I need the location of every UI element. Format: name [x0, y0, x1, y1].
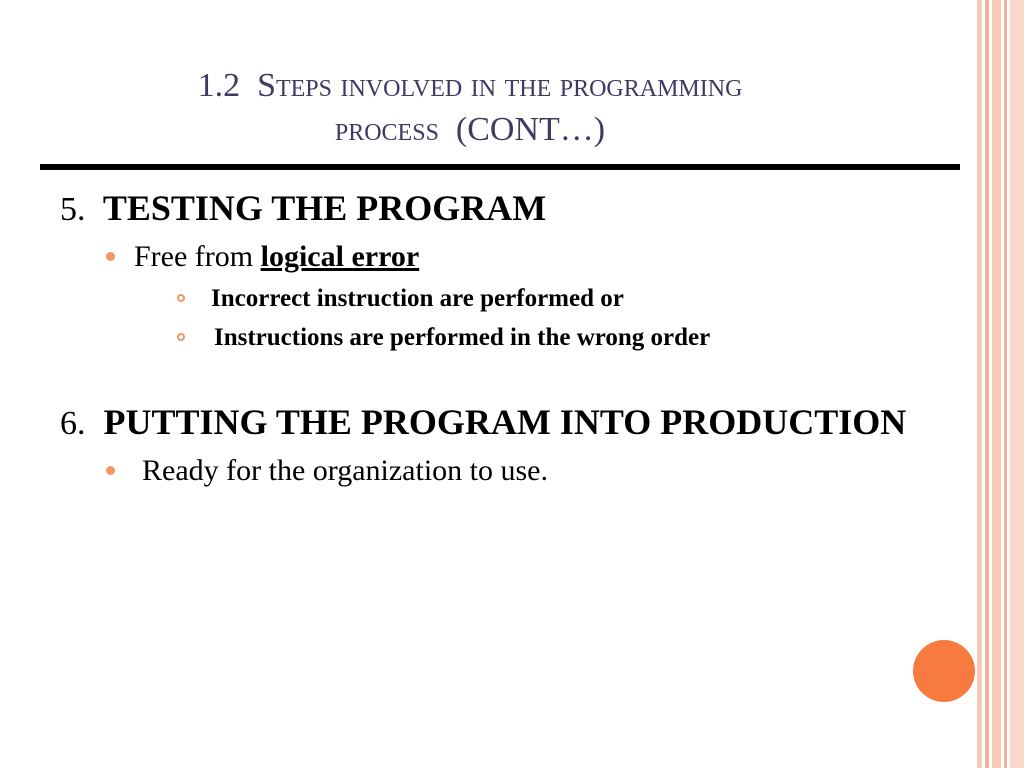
- title-divider: [40, 164, 960, 170]
- ring-bullet-icon: [177, 333, 185, 341]
- bullet-dot-icon: [106, 466, 115, 475]
- section-heading-text: PUTTING THE PROGRAM INTO PRODUCTION: [103, 402, 907, 442]
- bullet-emphasis: logical error: [260, 240, 420, 273]
- decorative-stripe: [977, 0, 982, 768]
- bullet-ready-for-use: [60, 452, 940, 490]
- bullet-dot-icon: [106, 252, 115, 261]
- section-number: 5: [60, 191, 77, 228]
- subbullet-incorrect-instruction: [60, 282, 940, 315]
- decorative-stripe: [1004, 0, 1007, 768]
- slide-title: [40, 64, 900, 152]
- decorative-stripe: [985, 0, 989, 768]
- bullet-logical-error: [60, 238, 940, 276]
- slide-body: [60, 186, 940, 490]
- bullet-text: Free from: [134, 240, 254, 273]
- title-number: 1.2: [197, 67, 241, 104]
- title-line1: Steps involved in the programming: [257, 67, 743, 104]
- section-number: 6: [60, 405, 77, 442]
- section-heading-text: TESTING THE PROGRAM: [102, 188, 547, 228]
- ring-bullet-icon: [177, 294, 185, 302]
- section-heading-testing: 5. TESTING THE PROGRAM: [60, 188, 547, 228]
- subbullet-text: Instructions are performed in the wrong order: [214, 324, 711, 351]
- subbullet-wrong-order: [60, 321, 940, 354]
- bullet-text: Ready for the organization to use.: [142, 454, 548, 487]
- title-line2-smallcaps: process: [334, 111, 439, 148]
- decorative-circle: [913, 640, 975, 702]
- subbullet-text: Incorrect instruction are performed or: [211, 285, 624, 312]
- section-heading-production: 6. PUTTING THE PROGRAM INTO PRODUCTION: [60, 402, 907, 442]
- decorative-stripe: [1010, 0, 1024, 768]
- decorative-stripe: [992, 0, 1001, 768]
- title-line2-rest: (CONT…): [455, 111, 606, 148]
